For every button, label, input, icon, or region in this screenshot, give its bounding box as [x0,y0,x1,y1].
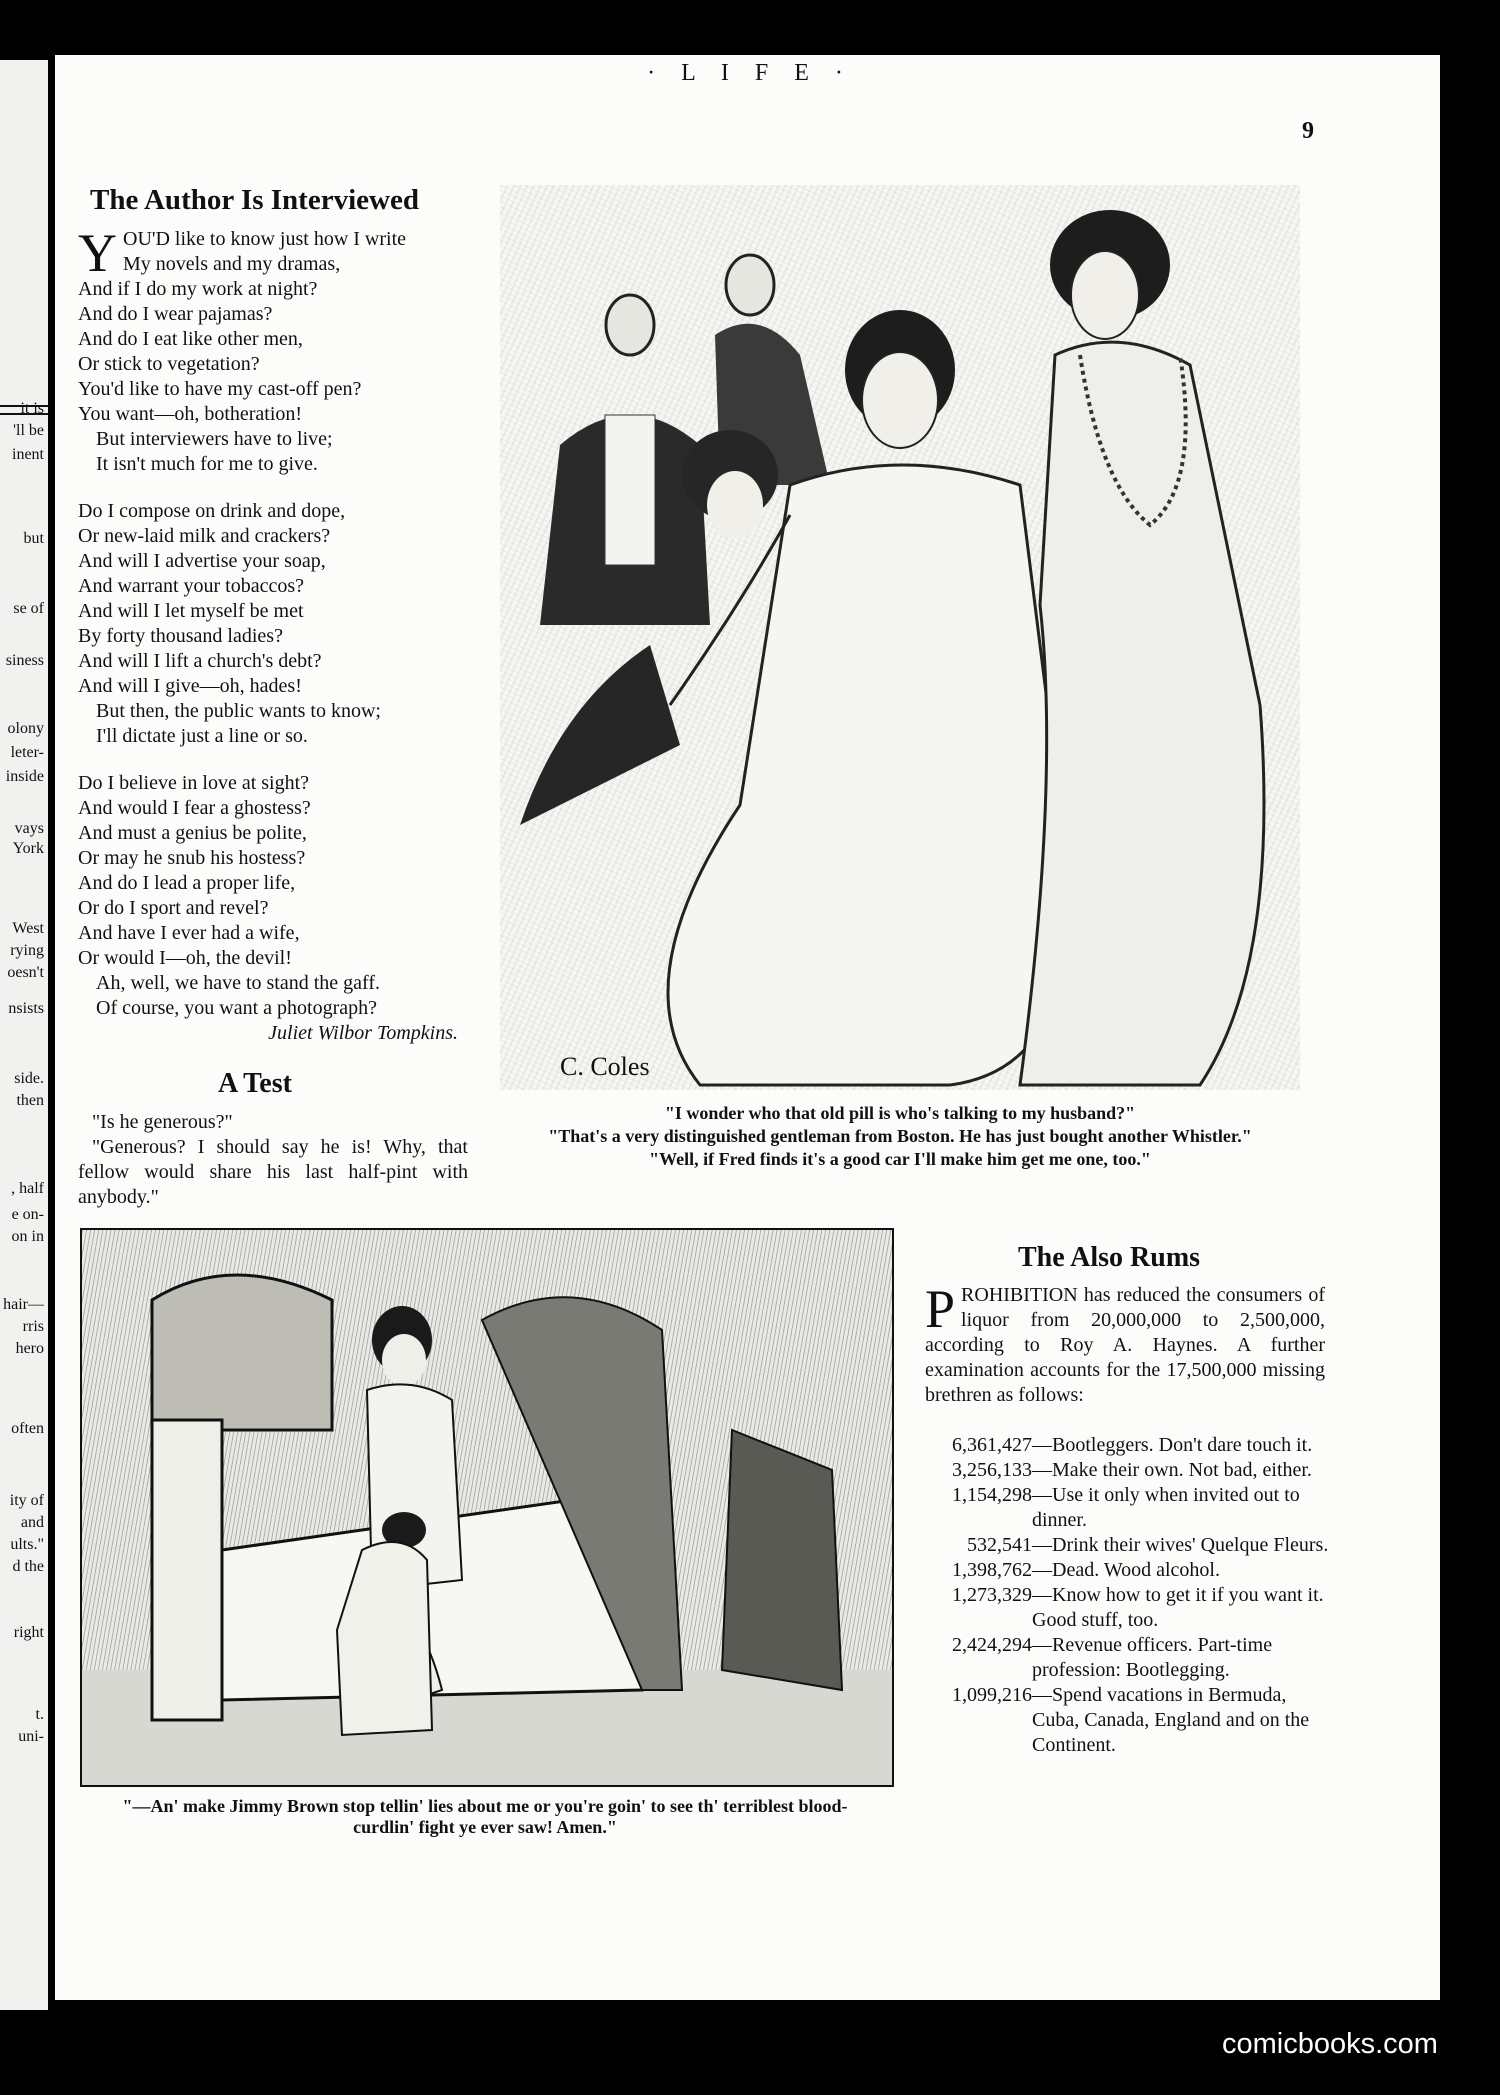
prev-page-text-fragment: West [12,920,44,937]
prev-page-text-fragment: but [23,530,44,547]
prev-page-text-fragment: , half [11,1180,44,1197]
rums-title: The Also Rums [1018,1242,1201,1273]
poem-line: Ah, well, we have to stand the gaff. [96,972,380,994]
test-line: "Generous? I should say he is! Why, that fellow would share his last half-pint with anybody." [78,1136,468,1208]
rums-list-item [922,1483,1332,1533]
poem-line: But interviewers have to live; [96,428,333,450]
rums-description: —Know how to get it if you want it. Good stuff, too. [1032,1584,1324,1631]
poem-line: Or new-laid milk and crackers? [78,525,331,547]
prev-page-text-fragment: nsists [8,1000,44,1017]
prev-page-text-fragment: York [12,840,44,857]
prev-page-text-fragment: side. [14,1070,44,1087]
poem-line: And if I do my work at night? [78,278,318,300]
caption-line: "I wonder who that old pill is who's talking to my husband?" [664,1103,1136,1123]
poem-signature: Juliet Wilbor Tompkins. [268,1022,458,1044]
prev-page-text-fragment: vays [14,820,44,837]
poem-line: You want—oh, botheration! [78,403,303,425]
previous-page-edge [0,60,48,2010]
bedroom-cartoon-illustration [80,1228,894,1787]
poem-line: Or would I—oh, the devil! [78,947,292,969]
rums-description: —Make their own. Not bad, either. [1032,1459,1312,1481]
poem-line: You'd like to have my cast-off pen? [78,378,362,400]
bedroom-sketch [82,1230,892,1785]
rums-description: —Spend vacations in Bermuda, Cuba, Canada, England and on the Continent. [1032,1684,1310,1756]
test-joke [78,1110,468,1210]
poem-line: And do I lead a proper life, [78,872,296,894]
prev-page-text-fragment: oesn't [7,964,44,981]
rums-description: —Dead. Wood alcohol. [1032,1559,1220,1581]
rums-count: 1,398,762 [952,1559,1032,1581]
rums-list-item [922,1533,1332,1558]
test-line: "Is he generous?" [92,1111,233,1133]
poem-line: But then, the public wants to know; [96,700,381,722]
prev-page-text-fragment: 'll be [13,422,44,439]
page-number: 9 [1302,118,1314,144]
poem-line: Do I compose on drink and dope, [78,500,346,522]
poem-line: Or stick to vegetation? [78,353,260,375]
prev-page-text-fragment: then [16,1092,44,1109]
poem-line: It isn't much for me to give. [96,453,318,475]
poem-line: By forty thousand ladies? [78,625,283,647]
rums-count: 6,361,427 [952,1434,1032,1456]
poem-stanza [78,223,478,477]
prev-page-text-fragment: uni- [18,1728,44,1745]
rums-count: 1,099,216 [952,1684,1032,1706]
prev-page-text-fragment: ity of [9,1492,44,1509]
prev-page-text-fragment: se of [13,600,44,617]
rums-intro-text: ROHIBITION has reduced the consumers of liquor from 20,000,000 to 2,500,000, according to Roy A. Haynes. A further examination accounts for the 17,500,000 missing brethren as follows: [925,1284,1325,1406]
poem-line: Do I believe in love at sight? [78,772,310,794]
prev-page-text-fragment: inside [5,768,44,785]
prev-page-text-fragment: olony [7,720,44,737]
poem-line: And will I lift a church's debt? [78,650,322,672]
prev-page-text-fragment: it is [20,400,44,417]
poem-stanza [78,499,478,749]
party-artist-signature: C. Coles [560,1052,650,1081]
rums-list-item [922,1433,1332,1458]
poem-stanza [78,771,478,1021]
rums-list-item [922,1458,1332,1483]
poem-line: And warrant your tobaccos? [78,575,305,597]
poem-line-text: OU'D like to know just how I write [123,228,407,250]
poem-line: Or do I sport and revel? [78,897,269,919]
rums-list-item [922,1683,1332,1758]
prev-page-text-fragment: e on- [11,1206,44,1223]
poem-line: And will I advertise your soap, [78,550,326,572]
prev-page-text-fragment: rying [10,942,44,959]
rums-count: 3,256,133 [952,1459,1032,1481]
rums-description: —Revenue officers. Part-time profession: Bootlegging. [1032,1634,1273,1681]
rums-description: —Drink their wives' Quelque Fleurs. [1032,1534,1329,1556]
poem-line: And have I ever had a wife, [78,922,300,944]
rums-list-item [922,1633,1332,1683]
party-cartoon-illustration [500,185,1300,1090]
rums-count: 1,154,298 [952,1484,1032,1506]
prev-page-text-fragment: d the [12,1558,44,1575]
poem-line: And will I give—oh, hades! [78,675,302,697]
prev-page-text-fragment: leter- [10,744,44,761]
poem-line: And do I wear pajamas? [78,303,273,325]
prev-page-text-fragment: on in [11,1228,44,1245]
caption-line: "Well, if Fred finds it's a good car I'll make him get me one, too." [649,1149,1151,1169]
poem-title: The Author Is Interviewed [90,184,419,216]
poem-line: And will I let myself be met [78,600,304,622]
rums-list-item [922,1558,1332,1583]
prev-page-text-fragment: right [13,1624,44,1641]
party-sketch [500,185,1300,1090]
party-cartoon-caption [520,1103,1280,1172]
poem-dropcap: Y [78,223,117,283]
poem-line: I'll dictate just a line or so. [96,725,308,747]
poem-line: And must a genius be polite, [78,822,307,844]
watermark: comicbooks.com [1222,2028,1438,2060]
prev-page-text-fragment: siness [5,652,44,669]
prev-page-text-fragment: and [20,1514,44,1531]
rums-count: 1,273,329 [952,1584,1032,1606]
bedroom-cartoon-caption: "—An' make Jimmy Brown stop tellin' lies about me or you're goin' to see th' terriblest blood-curdlin' fight ye ever saw! Amen." [122,1796,848,1837]
poem-body [78,223,478,1046]
rums-description: —Use it only when invited out to dinner. [1032,1484,1300,1531]
poem-line: My novels and my dramas, [123,253,341,275]
rums-list [922,1433,1332,1758]
rums-dropcap: P [925,1279,956,1339]
prev-page-text-fragment: t. [35,1706,44,1723]
rums-description: —Bootleggers. Don't dare touch it. [1032,1434,1313,1456]
rums-count: 532,541 [967,1534,1032,1556]
test-title: A Test [218,1068,292,1099]
rums-list-item [922,1583,1332,1633]
prev-page-text-fragment: hair— [3,1296,44,1313]
poem-line: And do I eat like other men, [78,328,303,350]
poem-line: And would I fear a ghostess? [78,797,311,819]
prev-page-text-fragment: often [11,1420,44,1437]
prev-page-text-fragment: rris [22,1318,44,1335]
rums-count: 2,424,294 [952,1634,1032,1656]
caption-line: "That's a very distinguished gentleman from Boston. He has just bought another Whistler." [548,1126,1252,1146]
prev-page-text-fragment: hero [15,1340,44,1357]
prev-page-text-fragment: inent [12,446,44,463]
running-header: · L I F E · [647,60,853,86]
prev-page-text-fragment: ults." [10,1536,44,1553]
poem-line: Of course, you want a photograph? [96,997,378,1019]
rums-intro [925,1279,1325,1408]
poem-line: Or may he snub his hostess? [78,847,306,869]
